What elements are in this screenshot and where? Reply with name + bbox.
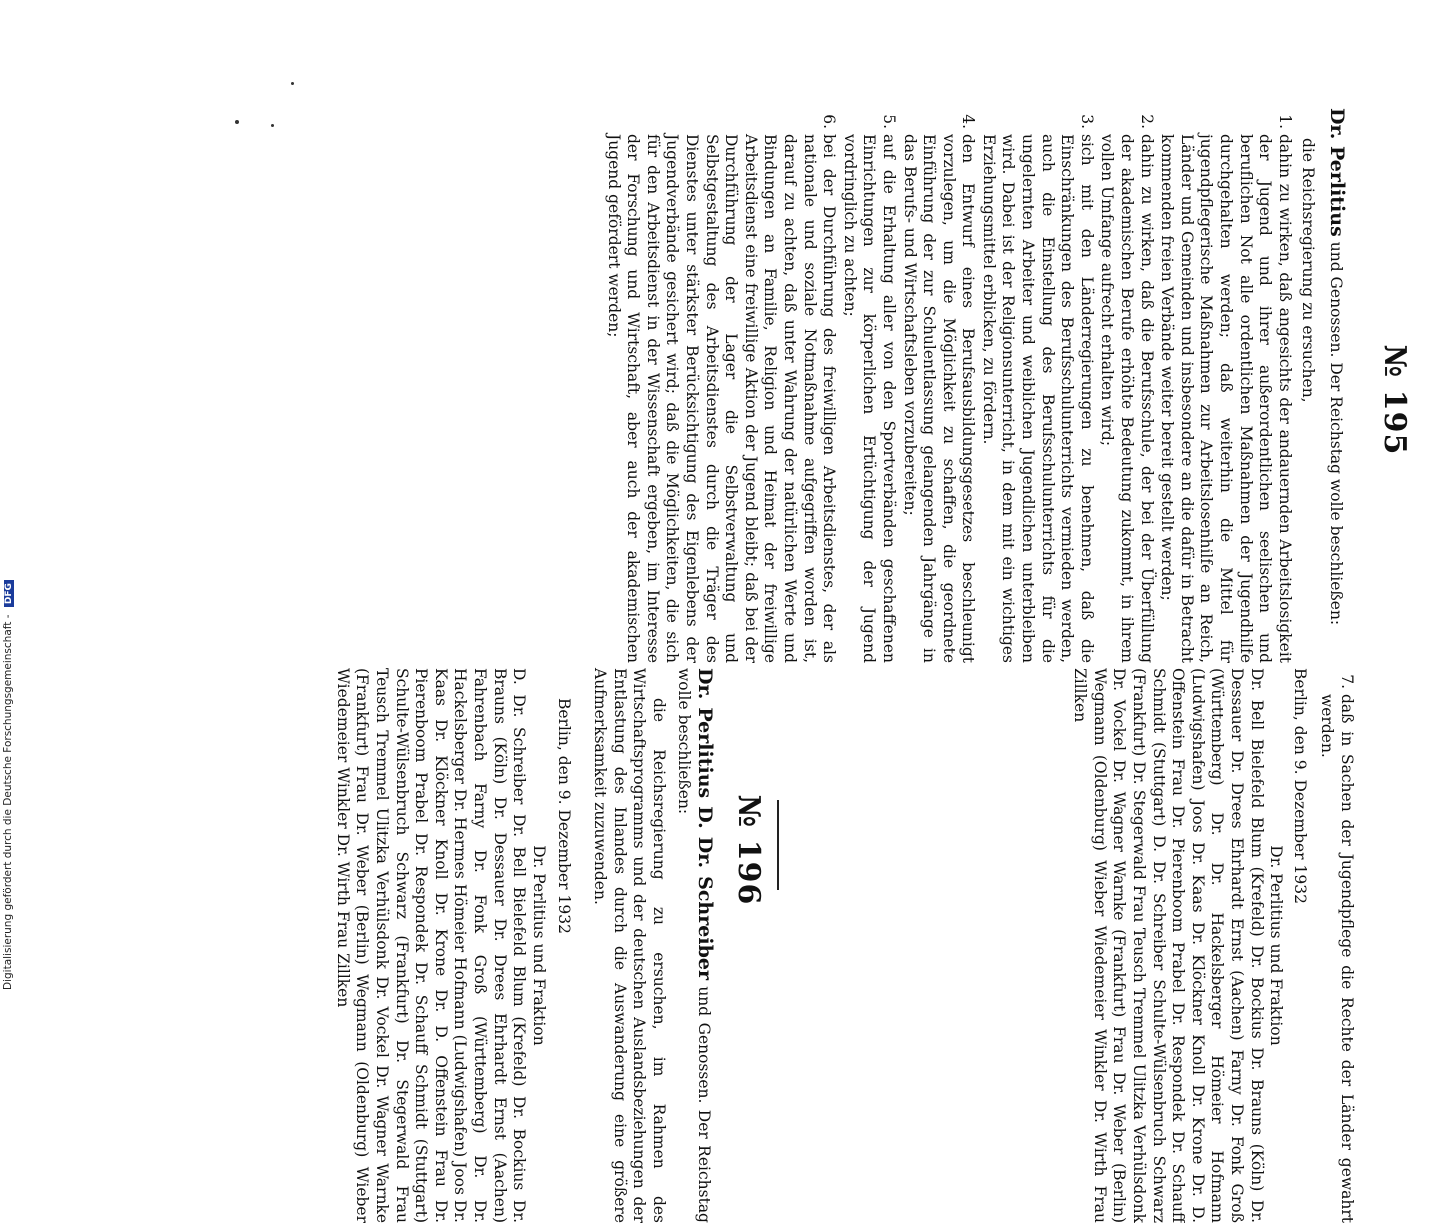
- scan-speck: [271, 124, 274, 127]
- motion-195-lead: die Reichsregierung zu ersuchen,: [1299, 138, 1318, 403]
- list-item: 4. den Entwurf eines Berufsausbildungsgesetzes beschleunigt vorzulegen, um die Möglichkeit zu schaffen, die geordnete Einführung der zur Schulentlassung gelangenden Jahrgänge in das Berufs- und Wirtschaftsleben vorzubereiten;: [899, 134, 977, 663]
- list-item: 6. bei der Durchführung des freiwilligen Arbeitsdienstes, der als nationale und soziale Notmaßnahme aufgegriffen worden ist, darauf zu achten, daß unter Wahrung der natürlichen Werte und Bindungen an Familie, Religion und Heimat der freiwillige Arbeitsdienst eine freiwillige Aktion der Jugend bleibt; daß bei der Durchführung der Lager die Selbstverwaltung und Selbstgestaltung des Arbeitsdienstes durch die Träger des Dienstes unter stärkster Berücksichtigung des Eigenlebens der Jugendverbände gesichert wird; daß die Möglichkeiten, die sich für den Arbeitsdienst in der Wissenschaft ergeben, im Interesse der Forschung und Wirtschaft, aber auch der akademischen Jugend gefördert werden;: [603, 134, 838, 663]
- motion-196-body: [332, 668, 714, 1223]
- motion-195-title: № 195: [1377, 344, 1412, 456]
- motion-195-date: Berlin, den 9. Dezember 1932: [1290, 668, 1309, 904]
- list-item: 5. auf die Erhaltung aller von den Sportverbänden geschaffenen Einrichtungen zur körperlichen Ertüchtigung der Jugend vordringlich zu achten;: [839, 134, 898, 663]
- motion-195-continuation: [1070, 668, 1356, 1223]
- digitization-note: [0, 0, 30, 1000]
- motion-196-text: die Reichsregierung zu ersuchen, im Rahmen des Wirtschaftsprogramms und der deutschen Auslandsbeziehungen der Entlastung des Inlandes durch die Auswanderung eine größere Aufmerksamkeit zuzuwenden.: [591, 668, 668, 1223]
- motion-195-author: Dr. Perlitius: [1326, 108, 1348, 237]
- motion-195-signers: Dr. Bell Bielefeld Blum (Krefeld) Dr. Bockius Dr. Brauns (Köln) Dr. Dessauer Dr. Drees Ehrhardt Ernst (Aachen) Farny Dr. Fonk Groß (Württemberg) Dr. Dr. Hackelsberger Hömeier Hofmann (Ludwigshafen) Joos Dr. Kaas Dr. Klöckner Knoll Dr. Krone Dr. D. Offenstein Frau Dr. Pierenboom Prabel Dr. Respondek Dr. Schauff Schmidt (Stuttgart) D. Dr. Schreiber Schulte-Wülsenbruch Schwarz (Frankfurt) Dr. Stegerwald Frau Teusch Tremmel Ulitzka Verhülsdonk Dr. Vockel Dr. Wagner Warnke (Frankfurt) Frau Dr. Weber (Berlin) Wegmann (Oldenburg) Wieber Wiedemeier Winkler Dr. Wirth Frau Zillken: [1071, 668, 1266, 1223]
- motion-196-author: Dr. Perlitius D. Dr. Schreiber: [694, 668, 716, 980]
- motion-195-list: [603, 108, 1294, 663]
- list-item: 3. sich mit den Länderregierungen zu benehmen, daß die Einschränkungen des Berufsschulunterrichts vermieden werden, auch die Einstellung des Berufsschulunterrichts für die ungelernten Arbeiter und weiblichen Jugendlichen unterbleiben wird. Dabei ist der Religionsunterricht, in dem mit ein wichtiges Erziehungsmittel erblicken, zu fördern.: [978, 134, 1096, 663]
- motion-195-body: [602, 108, 1346, 663]
- scan-speck: [291, 82, 294, 85]
- motion-196-title: № 196: [731, 794, 766, 906]
- list-item: 2. dahin zu wirken, daß die Berufsschule, der bei der Überfüllung der akademischen Berufe erhöhte Bedeutung zukommt, in ihrem vollen Umfange aufrecht erhalten wird;: [1097, 134, 1156, 663]
- list-item: 7. daß in Sachen der Jugendpflege die Rechte der Länder gewahrt werden.: [1317, 694, 1356, 1223]
- motion-195-intro: und Genossen. Der Reichstag wolle beschließen:: [1327, 241, 1345, 626]
- motion-196-signers: D. Dr. Schreiber Dr. Bell Bielefeld Blum (Krefeld) Dr. Bockius Dr. Brauns (Köln) Dr. Dessauer Dr. Drees Ehrhardt Ernst (Aachen) Fahrenbach Farny Dr. Fonk Groß (Württemberg) Dr. Dr. Hackelsberger Dr. Hermes Hömeier Hofmann (Ludwigshafen) Joos Dr. Kaas Dr. Klöckner Knoll Dr. Krone Dr. D. Offenstein Frau Dr. Pierenboom Prabel Dr. Respondek Dr. Schauff Schmidt (Stuttgart) Schulte-Wülsenbruch Schwarz (Frankfurt) Dr. Stegerwald Frau Teusch Tremmel Ulitzka Verhülsdonk Dr. Vockel Dr. Wagner Warnke (Frankfurt) Frau Dr. Weber (Berlin) Wegmann (Oldenburg) Wieber Wiedemeier Winkler Dr. Wirth Frau Zillken: [333, 668, 529, 1223]
- list-item: 1. dahin zu wirken, daß angesichts der andauernden Arbeitslosigkeit der Jugend und ihrer außerordentlichen seelischen und beruflichen Not alle ordentlichen Maßnahmen der Jugendhilfe durchgehalten werden; daß weiterhin die Mittel für jugendpflegerische Maßnahmen zur Arbeitslosenhilfe an Reich, Länder und Gemeinden und insbesondere an die dafür in Betracht kommenden freien Verbände weiter bereit gestellt werden;: [1157, 134, 1294, 663]
- digitization-note-text: Digitalisierung gefördert durch die Deutsche Forschungsgemeinschaft -: [2, 614, 14, 990]
- motion-195-list-continued: [1317, 668, 1356, 1223]
- motion-196-intro: und Genossen. Der Reichstag wolle beschließen:: [675, 668, 713, 1223]
- scan-speck: [235, 120, 239, 124]
- dfg-logo: DFG: [4, 580, 14, 607]
- motion-196-date: Berlin, den 9. Dezember 1932: [555, 698, 574, 934]
- motion-196-signers-head: Dr. Perlitius und Fraktion: [529, 845, 548, 1046]
- section-divider: [777, 800, 779, 890]
- motion-195-signers-head: Dr. Perlitius und Fraktion: [1267, 845, 1286, 1046]
